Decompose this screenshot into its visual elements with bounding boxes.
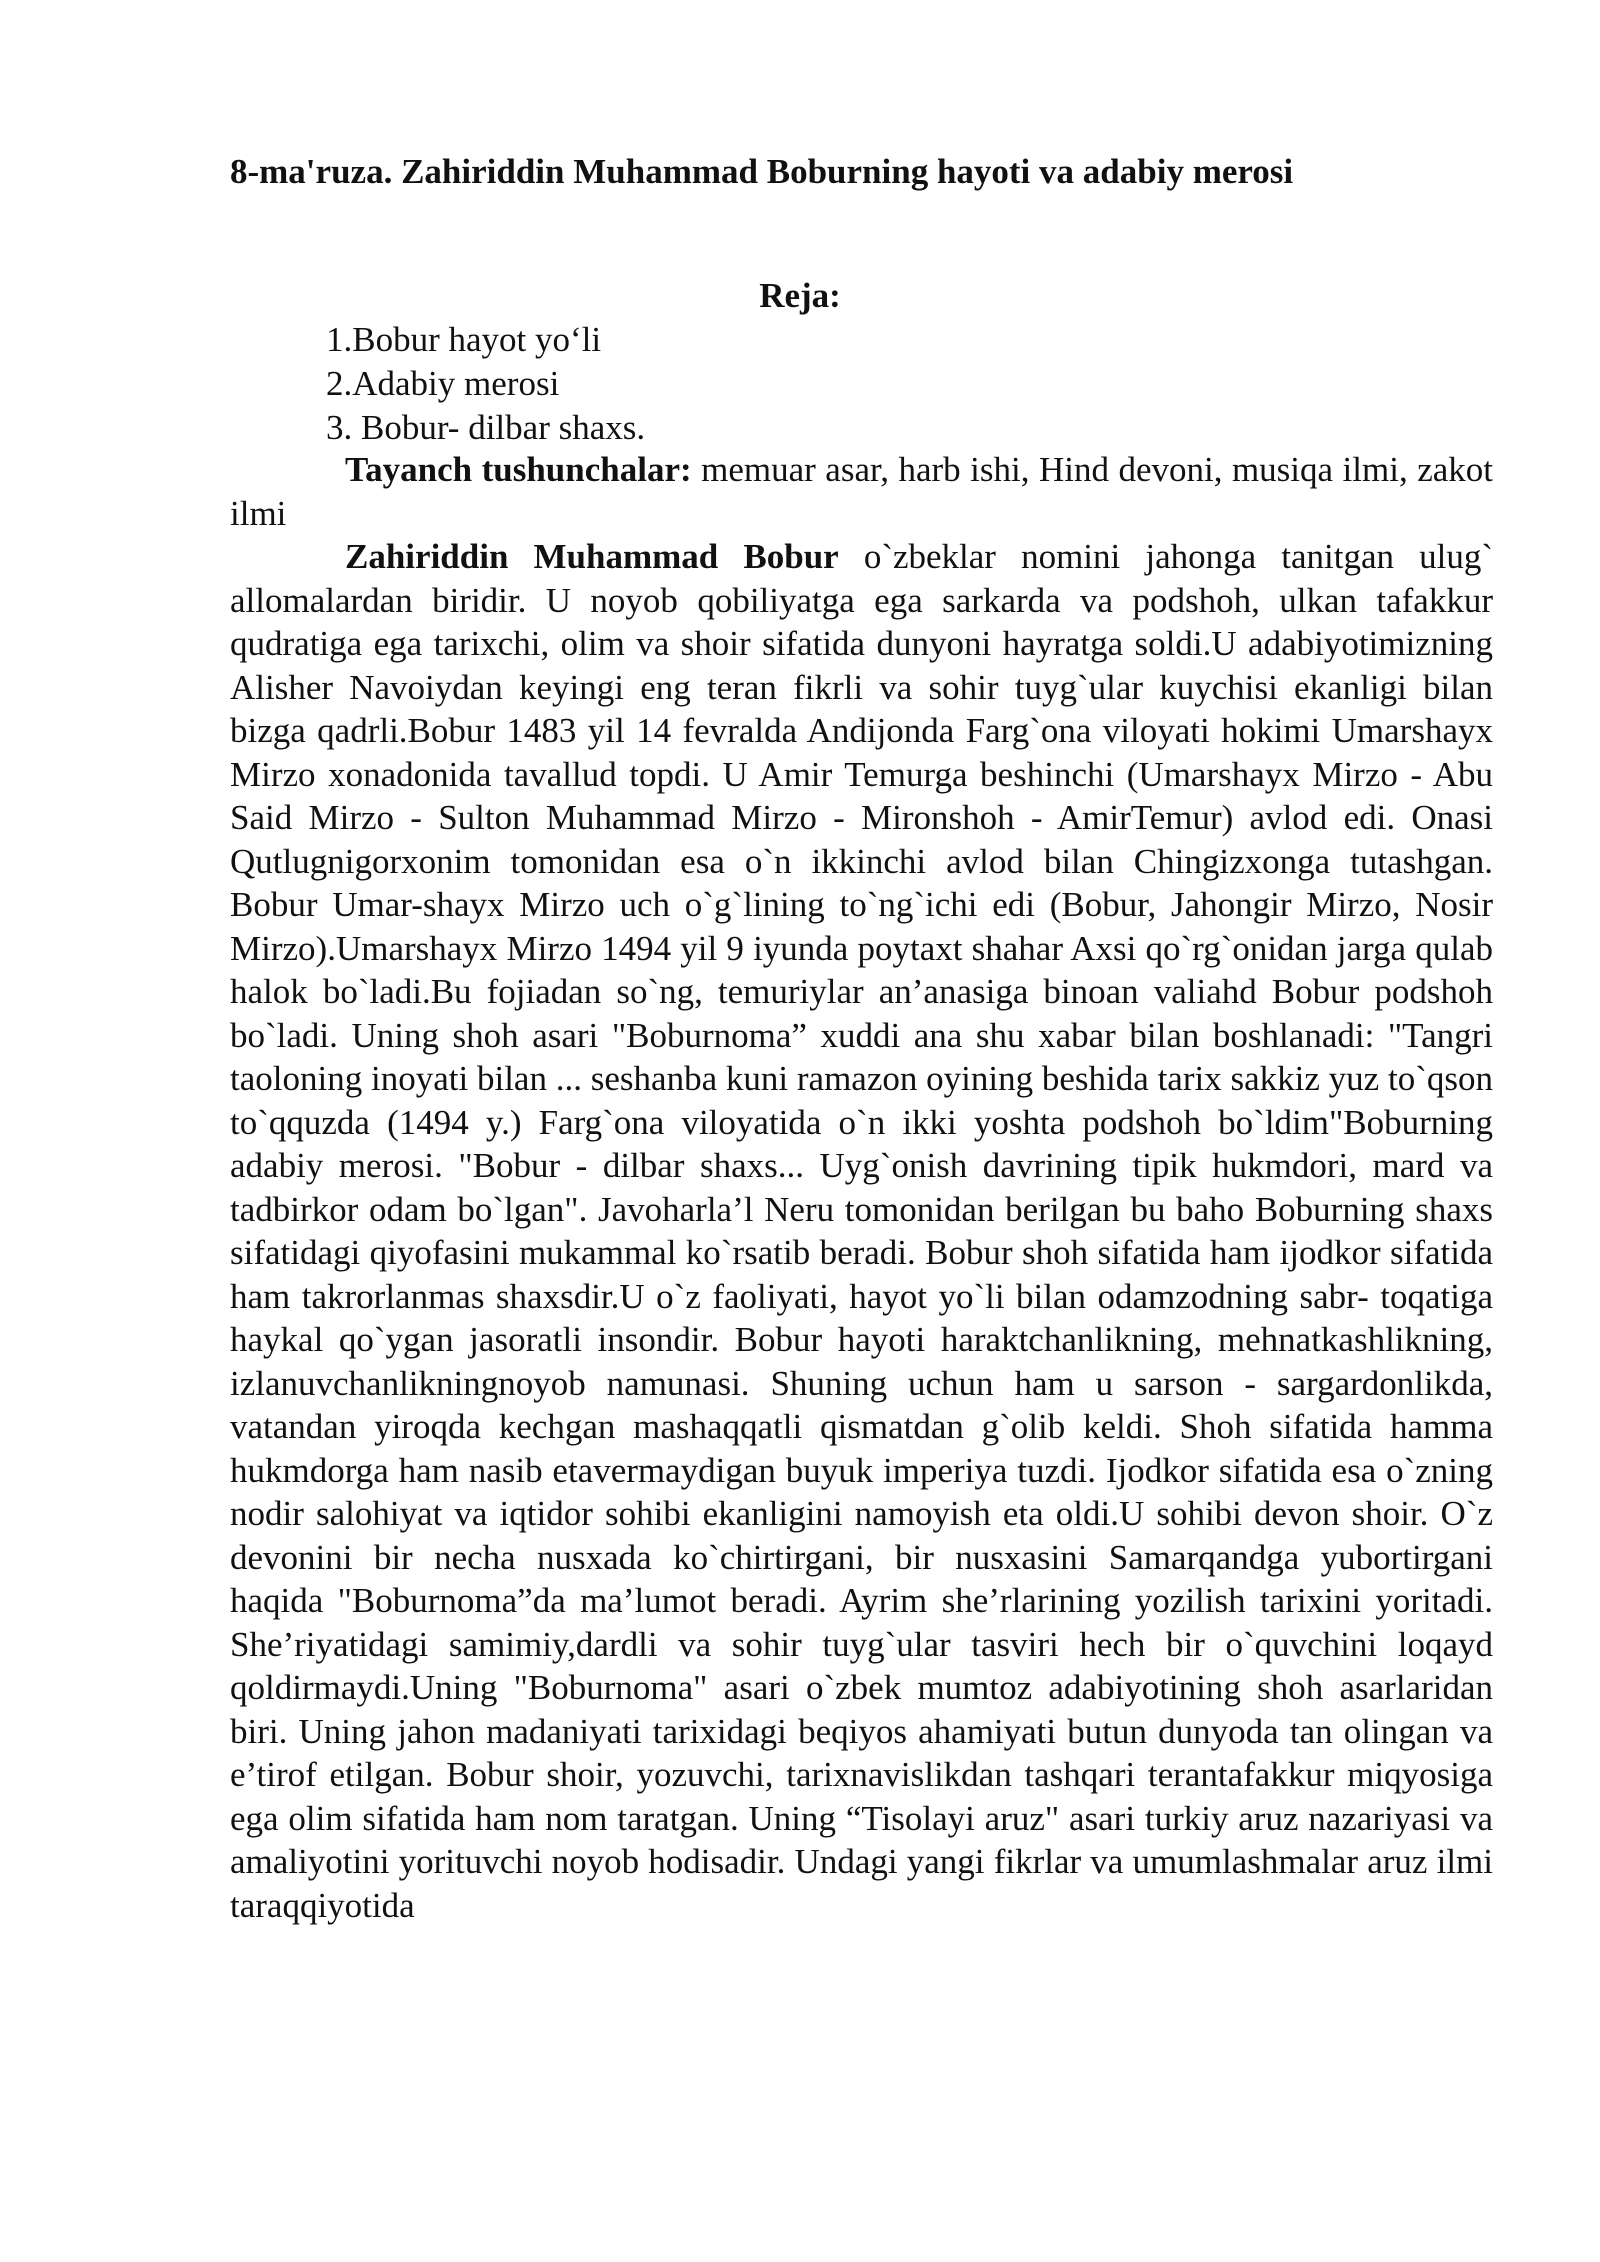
main-text: o`zbeklar nomini jahonga tanitgan ulug` allomalardan biridir. U noyob qobiliyatga ega sarkarda va podshoh, ulkan tafakkur qudratiga ega tarixchi, olim va shoir sifatida dunyoni hayratga soldi.U adabiyotimizning Alisher Navoiydan keyingi eng teran fikrli va sohir tuyg`ular kuychisi ekanligi bilan bizga qadrli.Bobur 1483 yil 14 fevralda Andijonda Farg`ona viloyati hokimi Umarshayx Mirzo xonadonida tavallud topdi. U Amir Temurga beshinchi (Umarshayx Mirzo - Abu Said Mirzo - Sulton Muhammad Mirzo - Mironshoh - AmirTemur) avlod edi. Onasi Qutlugnigorxonim tomonidan esa o`n ikkinchi avlod bilan Chingizxonga tutashgan. Bobur Umar-shayx Mirzo uch o`g`lining to`ng`ichi edi (Bobur, Jahongir Mirzo, Nosir Mirzo).Umarshayx Mirzo 1494 yil 9 iyunda poytaxt shahar Axsi qo`rg`onidan jarga qulab halok bo`ladi.Bu fojiadan so`ng, temuriylar an’anasiga binoan valiahd Bobur podshoh bo`ladi. Uning shoh asari "Boburnoma” xuddi ana shu xabar bilan boshlanadi: "Tangri taoloning inoyati bilan ... seshanba kuni ramazon oyining beshida tarix sakkiz yuz to`qson to`qquzda (1494 y.) Farg`ona viloyatida o`n ikki yoshta podshoh bo`ldim"Boburning adabiy merosi. "Bobur - dilbar shaxs... Uyg`onish davrining tipik hukmdori, mard va tadbirkor odam bo`lgan". Javoharla’l Neru tomonidan berilgan bu baho Boburning shaxs sifatidagi qiyofasini mukammal ko`rsatib beradi. Bobur shoh sifatida ham ijodkor sifatida ham takrorlanmas shaxsdir.U o`z faoliyati, hayot yo`li bilan odamzodning sabr- toqatiga haykal qo`ygan jasoratli insondir. Bobur hayoti haraktchanlikning, mehnatkashlikning, izlanuvchanlikningnoyob namunasi. Shuning uchun ham u sarson - sargardonlikda, vatandan yiroqda kechgan mashaqqatli qismatdan g`olib keldi. Shoh sifatida hamma hukmdorga ham nasib etavermaydigan buyuk imperiya tuzdi. Ijodkor sifatida esa o`zning nodir salohiyat va iqtidor sohibi ekanligini namoyish eta oldi.U sohibi devon shoir. O`z devonini bir necha nusxada ko`chirtirgani, bir nusxasini Samarqandga yubortirgani haqida "Boburnoma”da ma’lumot beradi. Ayrim she’rlarining yozilish tarixini yoritadi. She’riyatidagi samimiy,dardli va sohir tuyg`ular tasviri hech bir o`quvchini loqayd qoldirmaydi.Uning "Boburnoma" asari o`zbek mumtoz adabiyotining shoh asarlaridan biri. Uning jahon madaniyati tarixidagi beqiyos ahamiyati butun dunyoda tan olingan va e’tirof etilgan. Bobur shoir, yozuvchi, tarixnavislikdan tashqari terantafakkur miqyosiga ega olim sifatida ham nom taratgan. Uning “Tisolayi aruz" asari turkiy aruz nazariyasi va amaliyotini yorituvchi noyob hodisadir. Undagi yangi fikrlar va umumlashmalar aruz ilmi taraqqiyotida: [230, 537, 1493, 1925]
lecture-title: 8-ma'ruza. Zahiriddin Muhammad Boburning hayoti va adabiy merosi: [230, 152, 1294, 191]
plan-item: 2.Adabiy merosi: [326, 364, 560, 403]
plan-item: 3. Bobur- dilbar shaxs.: [326, 408, 646, 447]
keywords-text: memuar asar, harb ishi, Hind devoni, musiqa ilmi, zakot ilmi: [230, 450, 1493, 533]
keywords-paragraph: [230, 448, 1493, 535]
plan-item: 1.Bobur hayot yo‘li: [326, 320, 602, 359]
keywords-label: Tayanch tushunchalar:: [345, 450, 692, 489]
main-paragraph: [230, 535, 1493, 1927]
main-name: Zahiriddin Muhammad Bobur: [345, 537, 839, 576]
plan-list: [326, 318, 645, 450]
plan-heading: Reja:: [759, 276, 841, 315]
body-text: [230, 448, 1493, 1927]
